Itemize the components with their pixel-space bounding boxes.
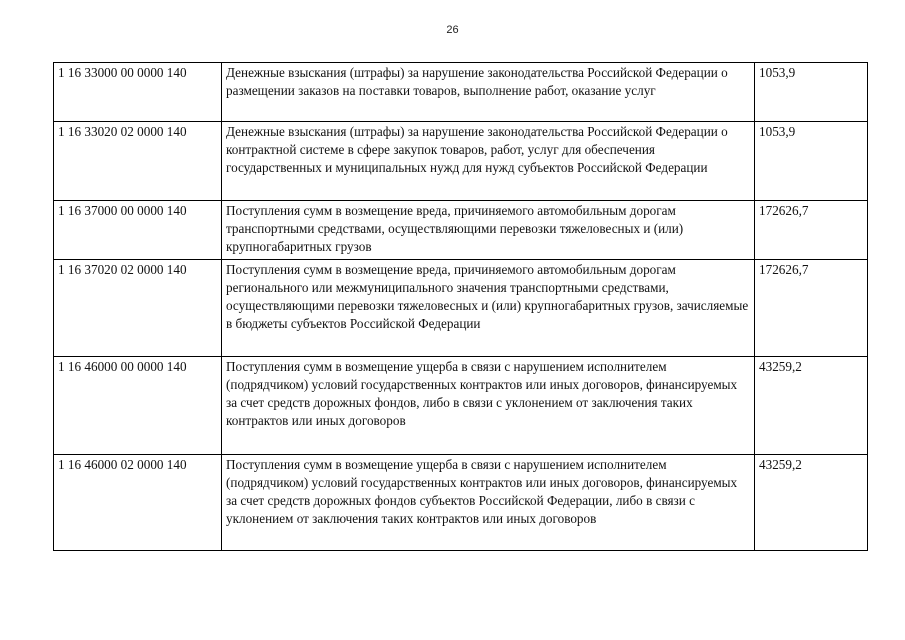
description-cell: Денежные взыскания (штрафы) за нарушение законодательства Российской Федерации о контрактной системе в сфере закупок товаров, работ, услуг для обеспечения государственных и муниципальных нужд для нужд субъектов Российской Федерации <box>222 122 755 201</box>
table-row <box>54 63 868 122</box>
amount-cell: 1053,9 <box>755 63 868 122</box>
amount-cell: 172626,7 <box>755 201 868 260</box>
table-row <box>54 122 868 201</box>
table-row <box>54 357 868 455</box>
budget-code-cell: 1 16 46000 02 0000 140 <box>54 455 222 551</box>
description-cell: Поступления сумм в возмещение вреда, причиняемого автомобильным дорогам транспортными средствами, осуществляющими перевозки тяжеловесных и (или) крупногабаритных грузов <box>222 201 755 260</box>
amount-cell: 1053,9 <box>755 122 868 201</box>
table-row <box>54 201 868 260</box>
budget-code-cell: 1 16 46000 00 0000 140 <box>54 357 222 455</box>
amount-cell: 43259,2 <box>755 455 868 551</box>
amount-cell: 43259,2 <box>755 357 868 455</box>
amount-cell: 172626,7 <box>755 260 868 357</box>
table-row <box>54 260 868 357</box>
budget-code-cell: 1 16 37000 00 0000 140 <box>54 201 222 260</box>
description-cell: Поступления сумм в возмещение ущерба в связи с нарушением исполнителем (подрядчиком) условий государственных контрактов или иных договоров, финансируемых за счет средств дорожных фондов субъектов Российской Федерации, либо в связи с уклонением от заключения таких контрактов или иных договоров <box>222 455 755 551</box>
budget-code-cell: 1 16 37020 02 0000 140 <box>54 260 222 357</box>
budget-revenue-table <box>53 62 868 551</box>
table-row <box>54 455 868 551</box>
page-number: 26 <box>446 24 459 36</box>
description-cell: Денежные взыскания (штрафы) за нарушение законодательства Российской Федерации о размещении заказов на поставки товаров, выполнение работ, оказание услуг <box>222 63 755 122</box>
budget-code-cell: 1 16 33000 00 0000 140 <box>54 63 222 122</box>
description-cell: Поступления сумм в возмещение вреда, причиняемого автомобильным дорогам регионального или межмуниципального значения транспортными средствами, осуществляющими перевозки тяжеловесных и (или) крупногабаритных грузов, зачисляемые в бюджеты субъектов Российской Федерации <box>222 260 755 357</box>
budget-code-cell: 1 16 33020 02 0000 140 <box>54 122 222 201</box>
description-cell: Поступления сумм в возмещение ущерба в связи с нарушением исполнителем (подрядчиком) условий государственных контрактов или иных договоров, финансируемых за счет средств дорожных фондов, либо в связи с уклонением от заключения таких контрактов или иных договоров <box>222 357 755 455</box>
